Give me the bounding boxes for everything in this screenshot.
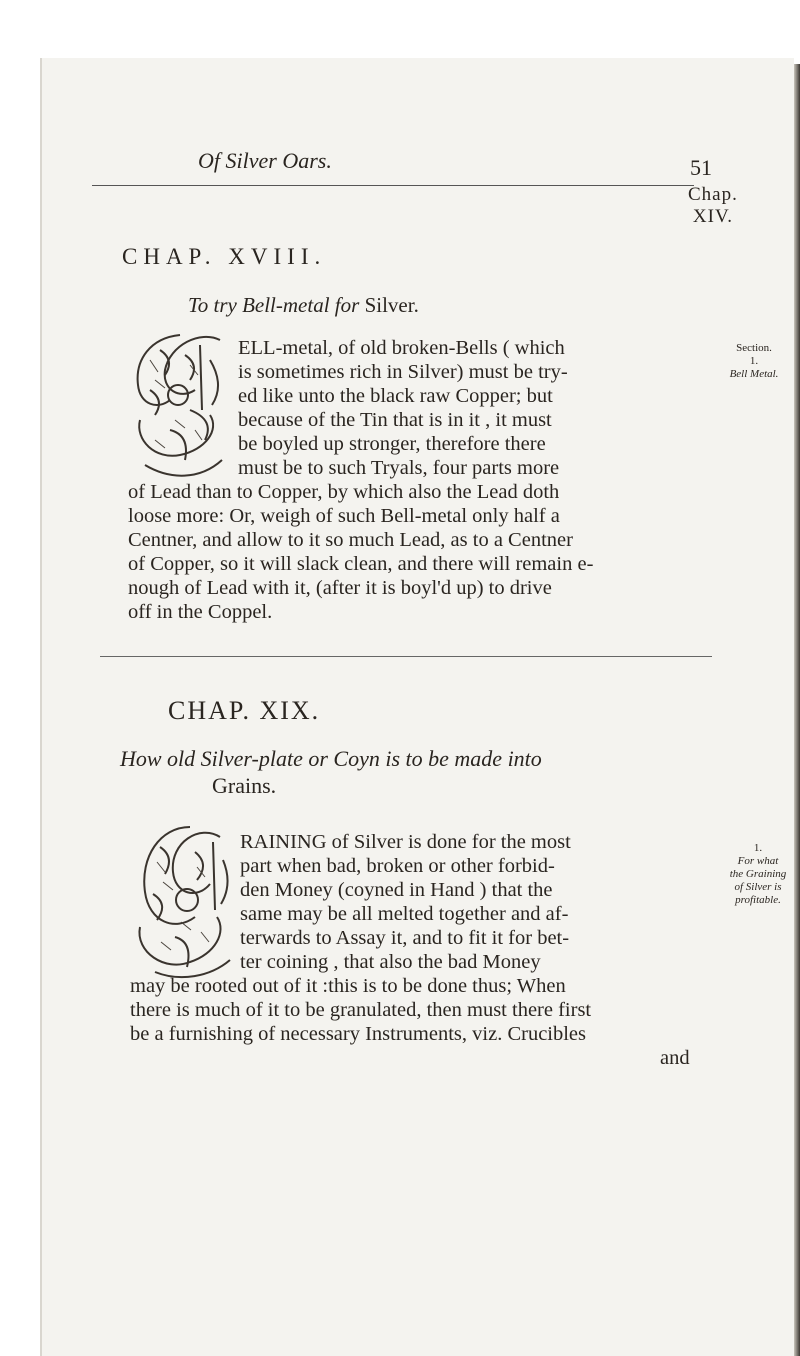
margin-graining-number: 1. — [753, 842, 763, 854]
chapter-18-line-2: is sometimes rich in Silver) must be try- — [238, 361, 568, 383]
chapter-18-line-5: be boyled up stronger, therefore there — [238, 433, 546, 455]
chapter-18-line-12: off in the Coppel. — [128, 601, 273, 623]
margin-section-topic: Bell Metal. — [729, 368, 779, 380]
margin-section-number: 1. — [749, 355, 759, 367]
chapter-19-line-2: part when bad, broken or other forbid- — [240, 855, 555, 877]
chapter-19-line-9: be a furnishing of necessary Instruments, viz. Crucibles — [130, 1023, 587, 1045]
chapter-18-line-9: Centner, and allow to it so much Lead, as to a Centner — [128, 529, 573, 551]
chapter-18-line-4: because of the Tin that is in it , it must — [238, 409, 552, 431]
subtitle-roman: Silver. — [364, 293, 419, 317]
chapter-18-line-6: must be to such Tryals, four parts more — [238, 457, 560, 479]
chapter-19-subtitle — [120, 745, 542, 799]
chapter-18-line-7: of Lead than to Copper, by which also the Lead doth — [128, 481, 560, 503]
page-edge-shadow — [794, 64, 800, 1356]
chapter-19-subtitle-line-2: Grains. — [212, 773, 277, 798]
chapter-ref-line-1: Chap. — [688, 184, 738, 205]
section-divider — [100, 656, 712, 657]
chapter-18-line-1: ELL-metal, of old broken-Bells ( which — [238, 337, 565, 359]
chapter-18-line-8: loose more: Or, weigh of such Bell-metal only half a — [128, 505, 560, 527]
chapter-ref-line-2: XIV. — [692, 206, 733, 227]
chapter-19-line-7: may be rooted out of it :this is to be done thus; When — [130, 975, 566, 997]
subtitle-italic: To try Bell-metal for — [188, 293, 360, 317]
chapter-19-line-8: there is much of it to be granulated, then must there first — [130, 999, 592, 1021]
page-number: 51 — [690, 155, 712, 180]
chapter-18-line-11: nough of Lead with it, (after it is boyl'd up) to drive — [128, 577, 552, 599]
running-title: Of Silver Oars. — [198, 148, 332, 173]
header-rule — [92, 185, 694, 186]
chapter-18-line-10: of Copper, so it will slack clean, and there will remain e- — [128, 553, 594, 575]
margin-graining-line-1: For what — [737, 855, 779, 867]
margin-graining-line-4: profitable. — [735, 894, 781, 906]
margin-note-section — [722, 342, 786, 381]
chapter-18-subtitle — [188, 293, 419, 318]
chapter-18-line-3: ed like unto the black raw Copper; but — [238, 385, 553, 407]
margin-section-label: Section. — [736, 342, 772, 354]
ornamental-initial-b-icon — [130, 330, 230, 485]
ornamental-initial-g-icon — [135, 822, 235, 982]
chapter-reference — [688, 184, 738, 228]
chapter-19-line-3: den Money (coyned in Hand ) that the — [240, 879, 553, 901]
chapter-19-line-6: ter coining , that also the bad Money — [240, 951, 541, 973]
margin-note-graining — [722, 842, 794, 907]
chapter-19-line-4: same may be all melted together and af- — [240, 903, 569, 925]
margin-graining-line-2: the Graining — [729, 868, 787, 880]
chapter-19-catchword: and — [660, 1047, 690, 1069]
chapter-19-subtitle-line-1: How old Silver-plate or Coyn is to be made into — [120, 746, 542, 771]
chapter-19-heading: CHAP. XIX. — [168, 696, 321, 725]
chapter-19-line-5: terwards to Assay it, and to fit it for bet- — [240, 927, 570, 949]
chapter-18-heading: CHAP. XVIII. — [122, 244, 327, 269]
margin-graining-line-3: of Silver is — [734, 881, 782, 893]
chapter-19-line-1: RAINING of Silver is done for the most — [240, 831, 571, 853]
